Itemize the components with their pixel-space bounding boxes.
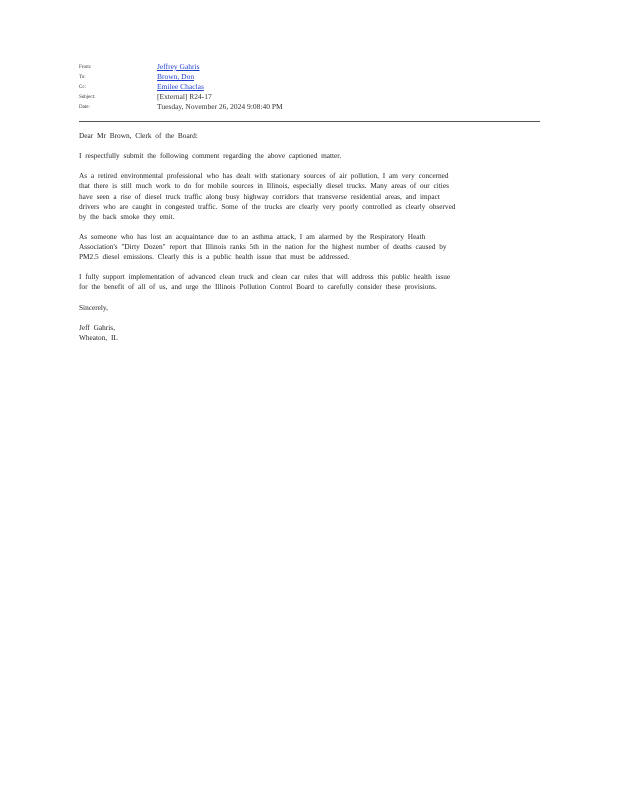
email-body [79,131,531,343]
date-row [79,102,539,112]
salutation: Dear Mr Brown, Clerk of the Board: [79,131,198,140]
header-divider [79,121,540,122]
to-link[interactable]: Brown, Don [157,72,195,81]
subject-value: [External] R24-17 [157,92,212,101]
cc-label: Cc: [79,85,86,90]
to-label: To: [79,75,86,80]
from-link[interactable]: Jeffrey Gahris [157,62,200,71]
body-paragraph-3: As someone who has lost an acquaintance due to an asthma attack, I am alarmed by the Respiratory Heath Association's "Dirty Dozen" report that Illinois ranks 5th in the nation for the highest number of deaths caused by PM2.5 diesel emissions. Clearly this is a public health issue that must be addressed. [79,231,447,262]
signature: Jeff Gahris, Wheaton, IL [79,322,118,342]
to-row [79,72,539,82]
subject-row [79,92,539,102]
body-paragraph-4: I fully support implementation of advanced clean truck and clean car rules that will address this public health issue for the benefit of all of us, and urge the Illinois Pollution Control Board to carefully consider these provisions. [79,272,451,292]
cc-link[interactable]: Emilee Chaclas [157,82,204,91]
body-paragraph-2: As a retired environmental professional who has dealt with stationary sources of air pollution, I am very concerned that there is still much work to do for mobile sources in Illinois, especially diesel trucks. Many areas of our cities have seen a rise of diesel truck traffic along busy highway corridors that transverse residential areas, and impact drivers who are caught in congested traffic. Some of the trucks are clearly very poorly controlled as clearly observed by the back smoke they emit. [79,171,456,221]
date-label: Date: [79,105,90,110]
body-paragraph-1: I respectfully submit the following comment regarding the above captioned matter. [79,151,342,161]
subject-label: Subject: [79,95,96,100]
from-row [79,62,539,72]
closing: Sincerely, [79,302,108,312]
from-label: From: [79,65,92,70]
cc-row [79,82,539,92]
date-value: Tuesday, November 26, 2024 9:08:40 PM [157,102,283,111]
email-header [79,62,539,112]
